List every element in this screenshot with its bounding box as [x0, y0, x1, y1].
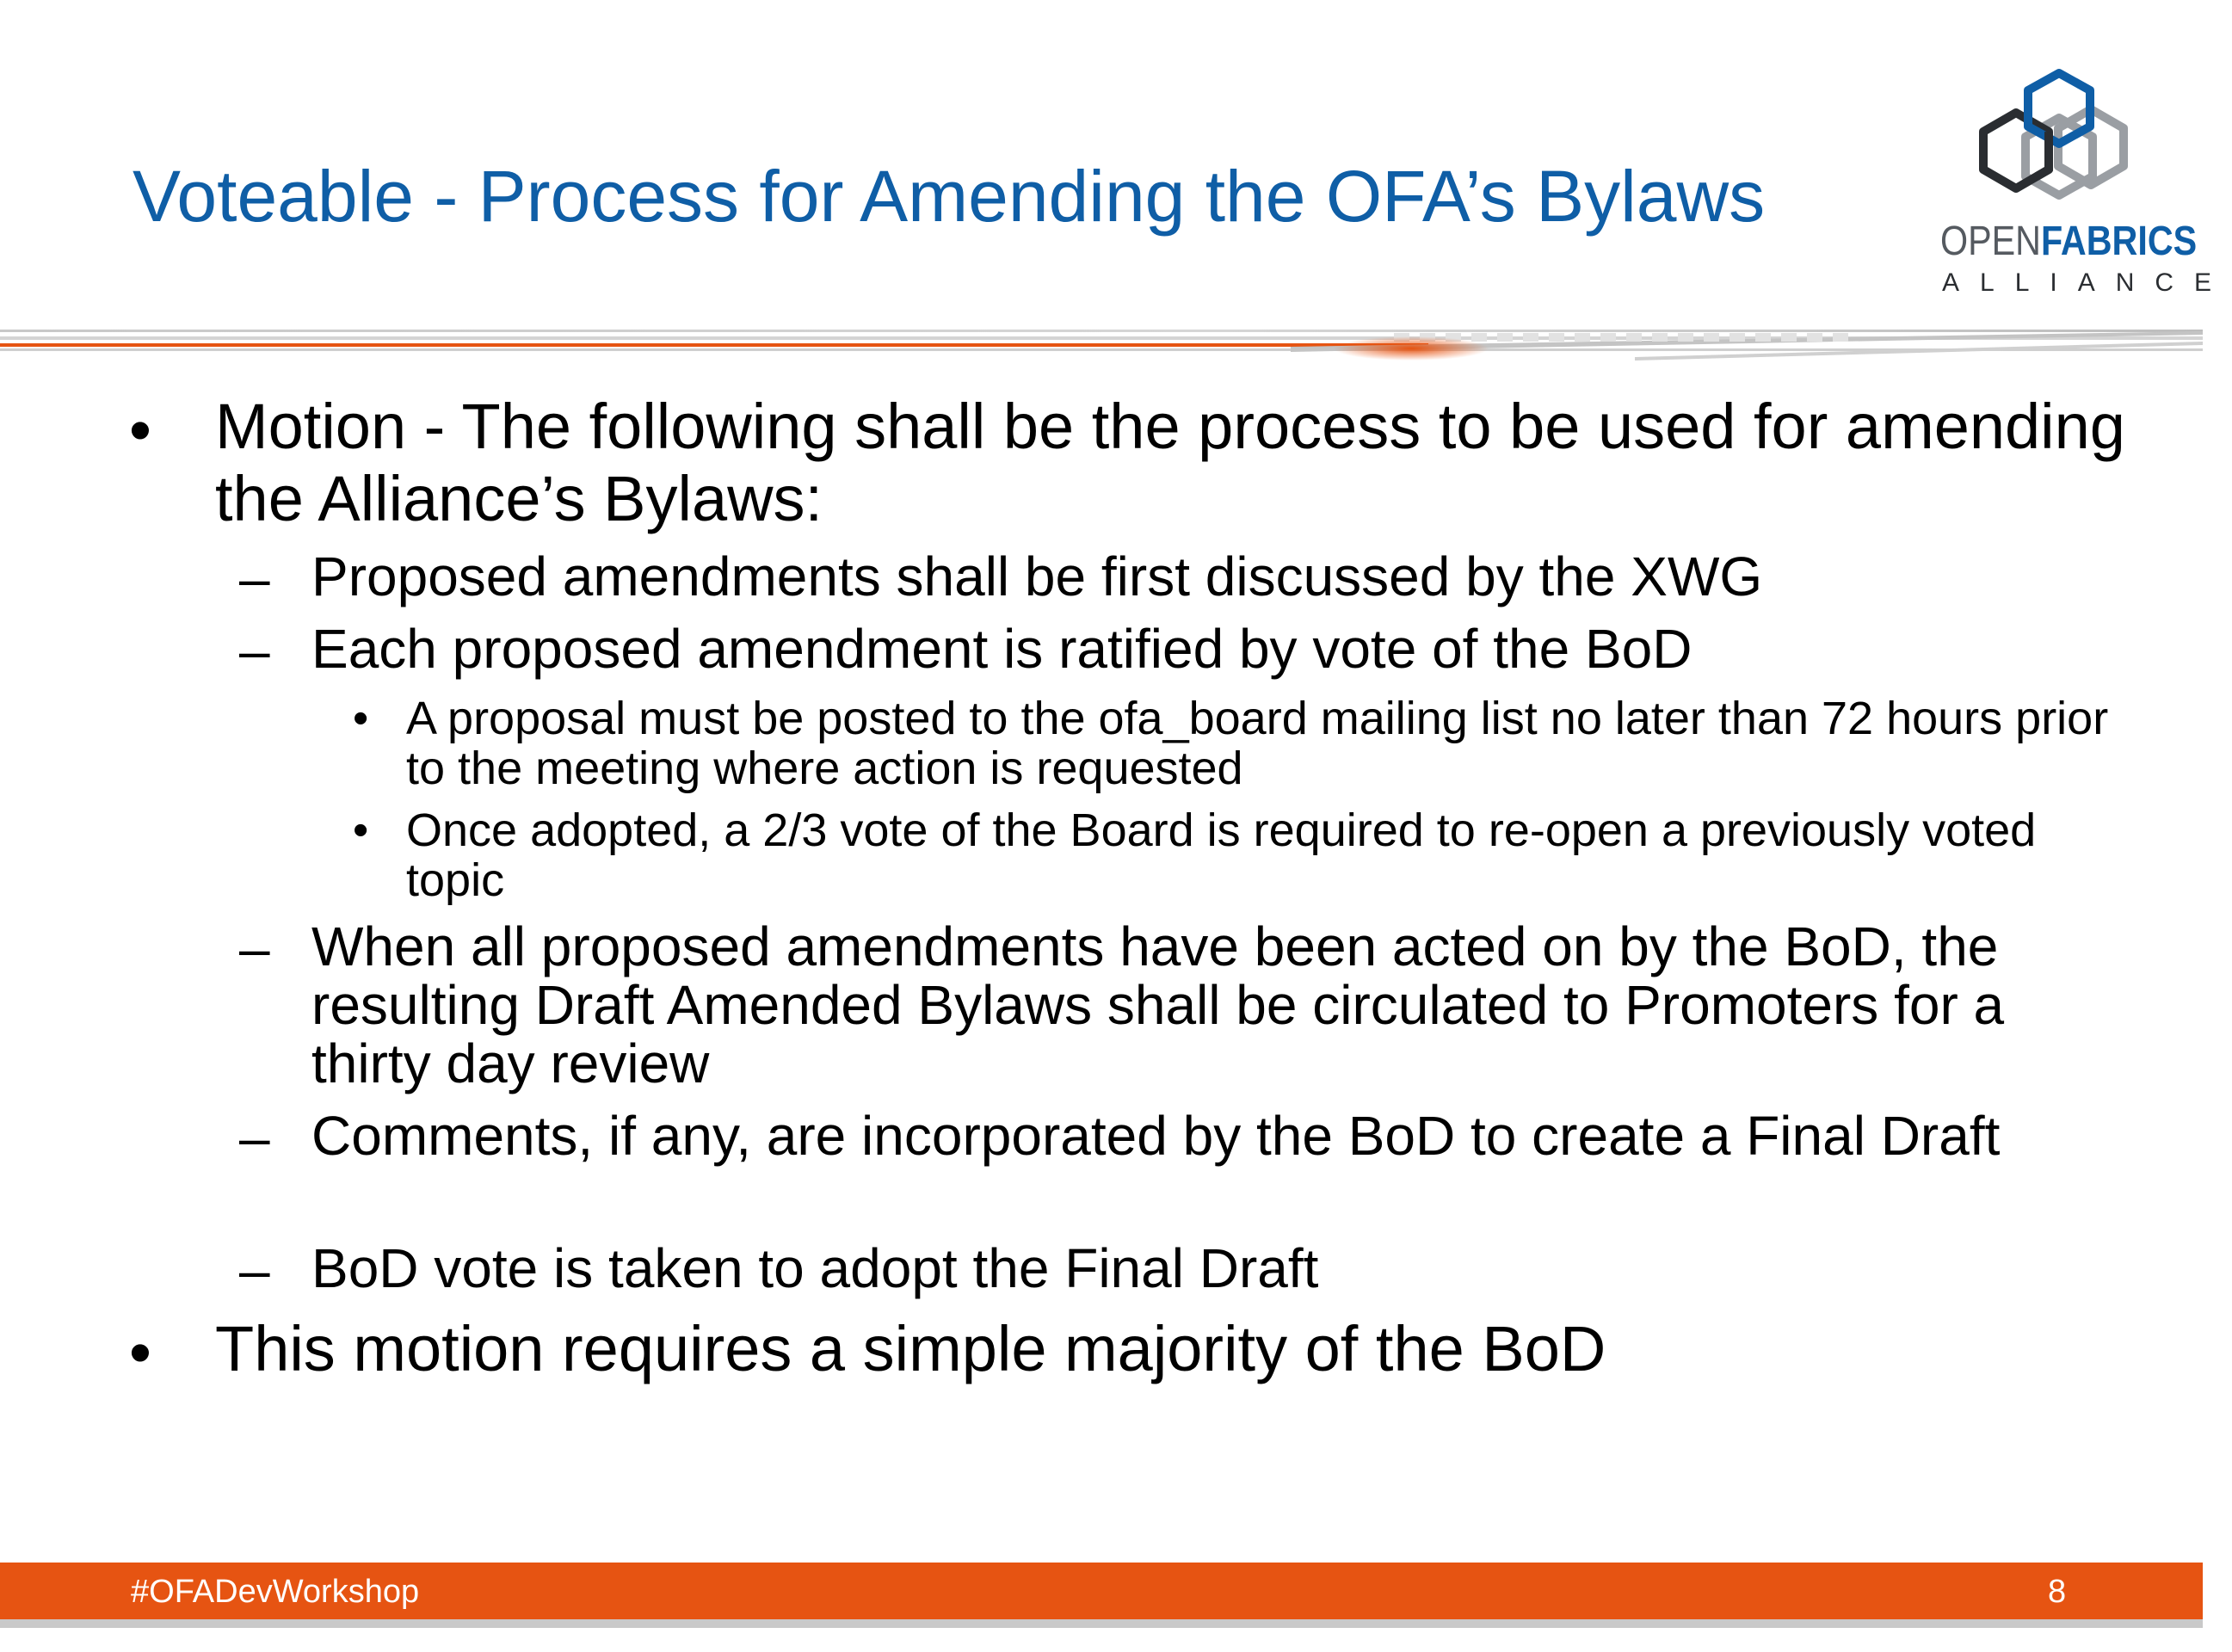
sub-item: Each proposed amendment is ratified by vote of the BoD	[311, 618, 1692, 680]
sub-item: Proposed amendments shall be first discussed by the XWG	[311, 546, 1763, 607]
sub-sub-item: A proposal must be posted to the ofa_board mailing list no later than 72 hours prior to the meeting where action is requested	[406, 693, 2109, 794]
dash-icon: –	[239, 1106, 270, 1168]
dash-icon: –	[239, 1239, 270, 1301]
logo-word-fabrics: FABRICS	[2040, 219, 2198, 264]
sub-item: Comments, if any, are incorporated by the BoD to create a Final Draft	[311, 1105, 2001, 1167]
slide-title: Voteable - Process for Amending the OFA’s Bylaws	[133, 156, 1766, 237]
dash-icon: –	[239, 620, 270, 681]
logo-word-alliance: ALLIANCE	[1942, 268, 2232, 297]
sub-sub-item: Once adopted, a 2/3 vote of the Board is required to re-open a previously voted topic	[406, 804, 2037, 906]
footer-underline	[0, 1619, 2203, 1628]
bullet-item: This motion requires a simple majority of the BoD	[215, 1313, 1606, 1384]
logo-word-open: OPEN	[1940, 219, 2041, 264]
sub-item: BoD vote is taken to adopt the Final Draft	[311, 1237, 1319, 1299]
bullet-icon: •	[353, 693, 369, 743]
page-number: 8	[2048, 1574, 2067, 1610]
bullet-icon: •	[129, 394, 151, 465]
dash-icon: –	[239, 547, 270, 609]
dash-icon: –	[239, 917, 270, 979]
bullet-icon: •	[353, 805, 369, 855]
footer-hashtag: #OFADevWorkshop	[131, 1574, 420, 1610]
bullet-icon: •	[129, 1316, 151, 1388]
sub-item: When all proposed amendments have been acted on by the BoD, the resulting Draft Amended Bylaws shall be circulated to Promoters for a thirty day review	[311, 915, 2005, 1094]
bullet-item: Motion - The following shall be the process to be used for amending the Alliance’s Bylaws:	[215, 391, 2125, 534]
